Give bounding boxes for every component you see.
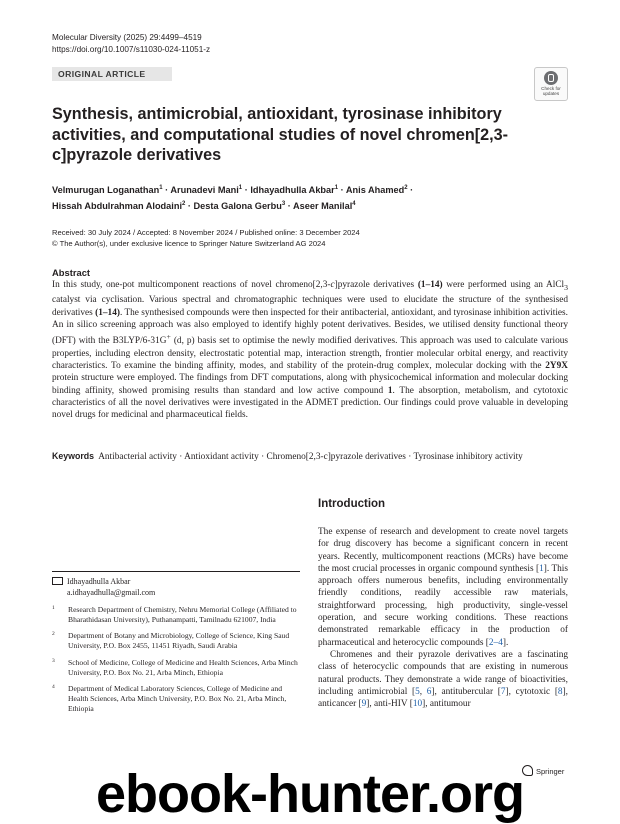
author-name[interactable]: Anis Ahamed <box>345 185 405 196</box>
affiliation-text: School of Medicine, College of Medicine and Health Sciences, Arba Minch University, P.O. Box No. 21, Arba Minch, Ethiopia <box>68 657 298 677</box>
corresponding-author-name: Idhayadhulla Akbar <box>67 577 131 586</box>
affiliation-number: 3 <box>52 657 55 664</box>
publication-dates <box>52 227 360 249</box>
intro-paragraph: The expense of research and development to create novel targets for drug discovery has become a significant concern in recent years. Recently, multicomponent reactions (MCRs) have become the most crucial processes in organic compound synthesis [1]. This approach offers numerous benefits, including environmentally friendly conditions, readily accessible raw materials, straightforward processing, high productivity, single-vessel operation, and secure working conditions. These reactions demonstrated remarkable efficacy in the production of pharmaceutical and heterocyclic compounds [2–4]. <box>318 527 569 648</box>
affiliation-number: 4 <box>52 684 55 691</box>
citation-link[interactable]: 6 <box>426 686 432 697</box>
author-list: Velmurugan Loganathan$^1$ · Arunadevi Mani$^1$ · Idhayadhulla Akbar$^1$ · Anis Ahamed$^2$ · Hissah Abdulrahman Alodaini$^2$ · Desta Galona Gerbu$^3$ · Aseer Manilal$^4$ <box>52 185 414 211</box>
author-name[interactable]: Hissah Abdulrahman Alodaini <box>52 200 183 211</box>
affiliation-item <box>52 658 300 677</box>
affiliation-item <box>52 631 300 650</box>
check-for-updates-icon <box>544 71 558 85</box>
footnote-divider <box>52 571 300 572</box>
intro-paragraph: Chromenes and their pyrazole derivatives are a fascinating class of heterocyclic compounds that are existing in numerous natural products. They demonstrate a wide range of bioactivities, including antimicrobial [5, 6], antitubercular [7], cytotoxic [8], anticancer [9], anti-HIV [10], antitumour <box>318 649 568 710</box>
citation-link[interactable]: 5 <box>415 686 420 697</box>
author-affiliation-ref: 1 <box>159 185 163 191</box>
affiliation-item <box>52 605 300 624</box>
article-type-label: ORIGINAL ARTICLE <box>52 67 172 81</box>
check-for-updates-badge[interactable] <box>534 67 568 101</box>
affiliation-text: Department of Medical Laboratory Sciences, College of Medicine and Health Sciences, Arba Minch University, P.O. Box No. 21, Arba Minch, Ethiopia <box>68 684 287 713</box>
affiliation-text: Research Department of Chemistry, Nehru Memorial College (Affiliated to Bharathidasan University), Puthanampatti, Tamilnadu 621007, India <box>68 605 297 624</box>
keywords <box>52 450 552 463</box>
affiliation-number: 2 <box>52 631 55 638</box>
author-name[interactable]: Velmurugan Loganathan <box>52 185 160 196</box>
citation-link[interactable]: 2–4 <box>488 637 503 648</box>
author-affiliation-ref: 1 <box>334 185 339 191</box>
journal-header <box>52 32 210 56</box>
author-name[interactable]: Aseer Manilal <box>293 200 353 211</box>
affiliation-text: Department of Botany and Microbiology, College of Science, King Saud University, P.O. Box 2455, 11451 Riyadh, Saudi Arabia <box>68 631 290 651</box>
check-for-updates-label: Check for updates <box>541 86 561 96</box>
introduction-heading: Introduction <box>318 498 386 510</box>
envelope-icon <box>52 577 63 585</box>
abstract-heading: Abstract <box>52 267 91 278</box>
citation-link[interactable]: 9 <box>361 699 367 710</box>
watermark: ebook-hunter.org <box>96 764 524 824</box>
affiliation-number: 1 <box>52 605 55 611</box>
doi-link[interactable]: https://doi.org/10.1007/s11030-024-11051-z <box>52 45 211 54</box>
copyright-notice: © The Author(s), under exclusive licence to Springer Nature Switzerland AG 2024 <box>52 239 326 248</box>
citation-link[interactable]: 1 <box>539 563 544 574</box>
author-affiliation-ref: 3 <box>281 200 286 207</box>
publisher-name: Springer <box>536 767 565 776</box>
publication-history: Received: 30 July 2024 / Accepted: 8 November 2024 / Published online: 3 December 2024 <box>52 228 360 237</box>
citation-link[interactable]: 7 <box>500 686 506 697</box>
keywords-label: Keywords <box>52 451 95 461</box>
citation-link[interactable]: 8 <box>557 686 563 697</box>
article-title: Synthesis, antimicrobial, antioxidant, tyrosinase inhibitory activities, and computational studies of novel chromen[2,3-c]pyrazole derivatives <box>52 105 509 164</box>
introduction-body <box>318 526 568 710</box>
author-name[interactable]: Arunadevi Mani <box>170 185 239 196</box>
corresponding-author <box>52 577 300 597</box>
journal-citation: Molecular Diversity (2025) 29:4499–4519 <box>52 33 202 42</box>
affiliations-list <box>52 605 300 720</box>
author-affiliation-ref: 4 <box>352 200 356 207</box>
citation-link[interactable]: 10 <box>412 699 423 710</box>
author-name[interactable]: Idhayadhulla Akbar <box>250 185 335 196</box>
corresponding-author-email[interactable]: a.idhayadhulla@gmail.com <box>67 587 156 597</box>
affiliation-item <box>52 684 300 713</box>
author-affiliation-ref: 1 <box>238 185 243 191</box>
author-name[interactable]: Desta Galona Gerbu <box>193 200 282 211</box>
author-affiliation-ref: 2 <box>182 200 186 207</box>
author-affiliation-ref: 2 <box>404 185 408 191</box>
abstract-text: In this study, one-pot multicomponent reactions of novel chromeno[2,3-c]pyrazole derivatives (1–14) were performed using an AlCl$_3$ catalyst via cyclisation. Various spectral and chromatographic techniques were used to elucidate the structure of the synthesised derivatives (1–14). The synthesised compounds were then inspected for their antibacterial, antioxidant, and tyrosinase inhibition activities. An in silico screening approach was also employed to identify highly potent derivatives. Besides, we utilised density functional theory (DFT) with the B3LYP/6-31G+ (d, p) basis set to optimise the newly modified derivatives. This approach was used to calculate various properties, including electron density, electrostatic potential map, interaction strength, frontier molecular orbital energy, and reactivity characteristics. To examine the binding affinity, modes, and stability of the protein-drug complex, molecular docking with the 2Y9X protein structure were employed. The findings from DFT computations, along with physicochemical information and molecular docking binding affinity, showed promising results than standard and low active compound 1. The absorption, metabolism, and cytotoxic characteristics of all the novel derivatives were investigated in the ADMET prediction. Our findings could prove valuable in developing novel drugs for medicinal and pharmaceutical fields. <box>52 280 569 421</box>
keywords-list: Antibacterial activity · Antioxidant activity · Chromeno[2,3-c]pyrazole derivatives · Tyrosinase inhibitory activity <box>98 452 523 462</box>
